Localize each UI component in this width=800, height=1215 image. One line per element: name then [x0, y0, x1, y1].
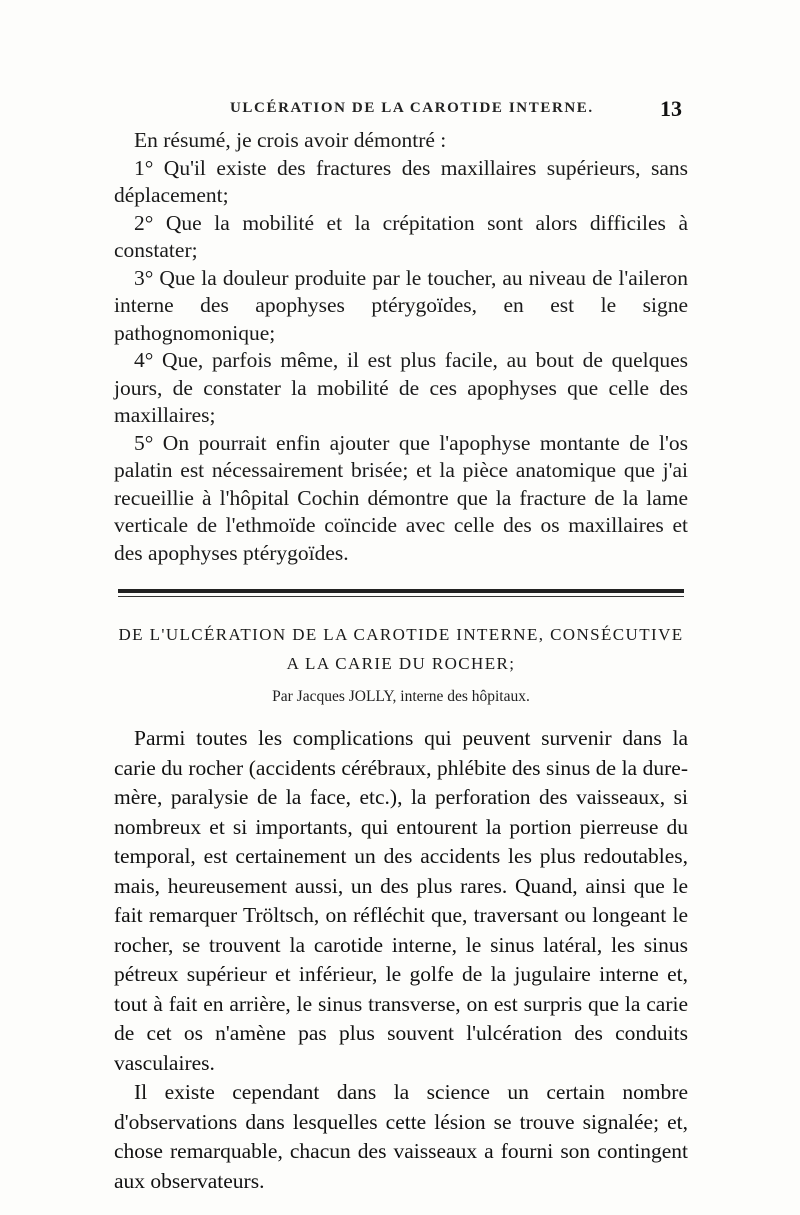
article-title-line-2: A LA CARIE DU ROCHER;	[286, 654, 516, 673]
running-head	[118, 96, 686, 124]
running-title: ULCÉRATION DE LA CAROTIDE INTERNE.	[230, 100, 594, 116]
article-title	[114, 620, 688, 678]
body-paragraph-2: Il existe cependant dans la science un certain nombre d'observations dans lesquelles cette lésion se trouve signalée; et, chose remarquable, chacun des vaisseaux a fourni son contingent aux observateurs.	[114, 1080, 688, 1193]
article-author: Par Jacques JOLLY, interne des hôpitaux.	[272, 688, 530, 705]
section-divider-thick	[118, 589, 684, 593]
summary-point-4: 4° Que, parfois même, il est plus facile, au bout de quelques jours, de constater la mobilité de ces apophyses que celle des maxillaires;	[114, 348, 688, 427]
summary-point-5: 5° On pourrait enfin ajouter que l'apophyse montante de l'os palatin est nécessairement brisée; et la pièce anatomique que j'ai recueillie à l'hôpital Cochin démontre que la fracture de la lame verticale de l'ethmoïde coïncide avec celle des os maxillaires et des apophyses ptérygoïdes.	[114, 430, 688, 565]
article-title-line-1: DE L'ULCÉRATION DE LA CAROTIDE INTERNE, CONSÉCUTIVE	[118, 625, 684, 644]
summary-point-1: 1° Qu'il existe des fractures des maxillaires supérieurs, sans déplacement;	[114, 155, 688, 207]
summary-point-3: 3° Que la douleur produite par le toucher, au niveau de l'aileron interne des apophyses ptérygoïdes, en est le signe pathognomonique;	[114, 265, 688, 345]
body-paragraph-1: Parmi toutes les complications qui peuvent survenir dans la carie du rocher (accidents cérébraux, phlébite des sinus de la dure-mère, paralysie de la face, etc.), la perforation des vaisseaux, si nombreux et si importants, qui entourent la portion pierreuse du temporal, est certainement un des accidents les plus redoutables, mais, heureusement aussi, un des plus rares. Quand, ainsi que le fait remarquer Tröltsch, on réfléchit que, traversant ou longeant le rocher, se trouvent la carotide interne, le sinus latéral, les sinus pétreux supérieur et inférieur, le golfe de la jugulaire interne et, tout à fait en arrière, le sinus transverse, on est surpris que la carie de cet os n'amène pas plus souvent l'ulcération des conduits vasculaires.	[114, 726, 688, 1075]
page-number: 13	[660, 96, 682, 121]
article-body	[114, 724, 688, 1196]
summary-intro: En résumé, je crois avoir démontré :	[134, 128, 447, 152]
summary-point-2: 2° Que la mobilité et la crépitation sont alors difficiles à constater;	[114, 210, 688, 262]
summary-section	[114, 127, 688, 567]
section-divider-thin	[118, 596, 684, 597]
